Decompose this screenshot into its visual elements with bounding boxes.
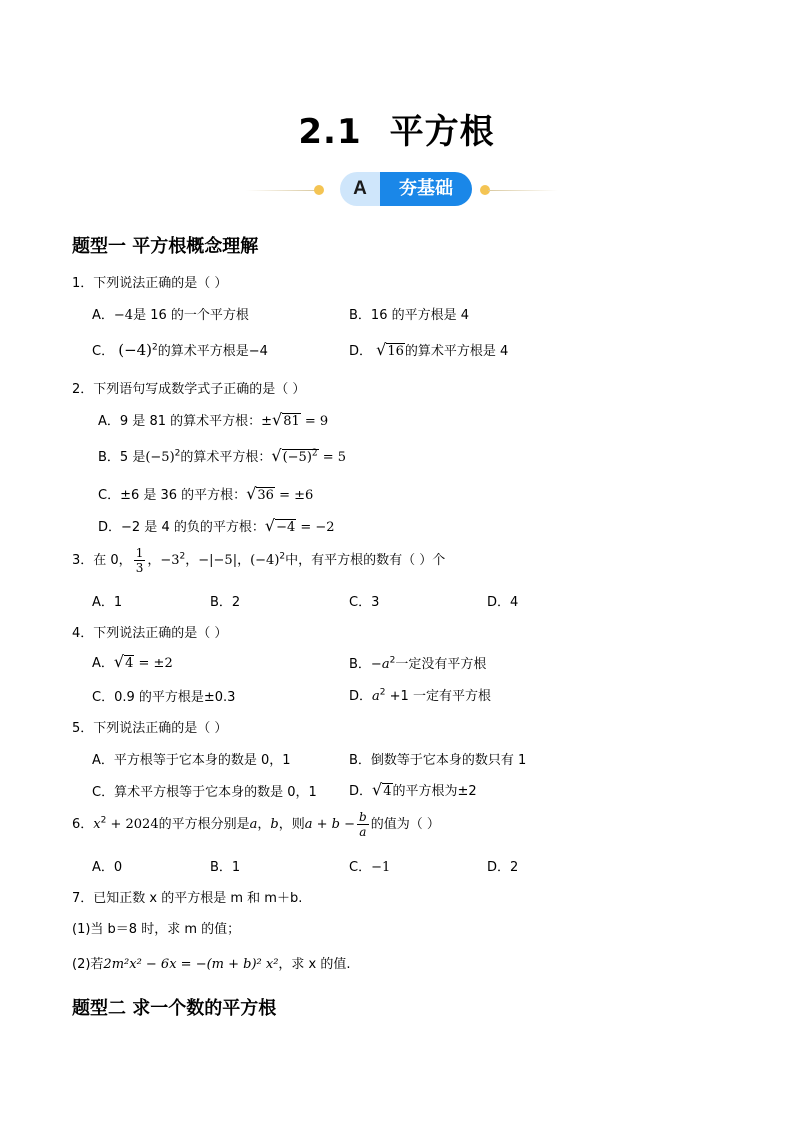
radical-sign: √ (372, 780, 383, 799)
option-text: 0 (113, 860, 123, 875)
radical-sign: √ (246, 484, 257, 503)
option-text: 算术平方根等于它本身的数是 0，1 (114, 785, 317, 800)
option-text: 1 (113, 595, 123, 610)
question-6-option-c (349, 856, 390, 875)
option-math: = 5 (318, 450, 347, 465)
option-math: = ±2 (134, 656, 173, 671)
banner-dot-left (314, 185, 324, 195)
option-text: 9 是 81 的算术平方根：± (119, 414, 273, 429)
option-tag: B． (349, 308, 371, 323)
stem-text: 3．在 0， (72, 553, 132, 568)
stem-math: a + b − (304, 817, 356, 832)
stem-math: a (249, 817, 258, 832)
question-2-stem: 2．下列语句写成数学式子正确的是（ ） (72, 382, 306, 397)
radicand: 36 (257, 488, 274, 503)
radicand (282, 449, 319, 465)
fraction (357, 810, 369, 839)
question-6-option-a (92, 856, 122, 875)
option-text: 4 (510, 595, 519, 610)
option-math: = ±6 (274, 488, 314, 503)
stem-exponent: 2 (279, 551, 286, 562)
option-tag: B． (349, 657, 371, 672)
option-tag: C． (349, 595, 372, 610)
fraction-numerator: b (359, 810, 367, 824)
option-exponent: 2 (152, 342, 158, 353)
question-7-stem: 7．已知正数 x 的平方根是 m 和 m＋b. (72, 891, 303, 906)
banner-line-left (246, 190, 316, 191)
option-tag: D． (349, 784, 373, 799)
radical-sign: √ (113, 652, 125, 671)
question-1-stem: 1．下列说法正确的是（ ） (72, 276, 228, 291)
radicand: 4 (125, 656, 134, 671)
option-text: 5 是 (119, 450, 146, 465)
question-3-option-d (487, 591, 518, 610)
stem-math: b (270, 817, 279, 832)
absolute-value: |−5| (209, 553, 238, 568)
stem-math: x (93, 817, 101, 832)
option-tag: D． (349, 689, 373, 704)
fraction-numerator: 1 (135, 546, 144, 560)
radicand: −4 (276, 520, 296, 535)
title-number: 2.1 (298, 112, 362, 152)
question-4-option-b (349, 653, 486, 672)
page-title (0, 104, 793, 153)
question-4-option-a (92, 652, 173, 671)
level-pill (340, 172, 472, 206)
option-text: 的平方根为±2 (392, 784, 477, 799)
question-4-option-c (92, 686, 235, 705)
question-6-option-d (487, 856, 518, 875)
fraction-denominator: a (359, 825, 367, 839)
option-tag: B． (210, 860, 232, 875)
option-tag: D． (487, 595, 511, 610)
option-text: 倒数等于它本身的数只有 1 (370, 753, 527, 768)
question-2-option-a (98, 410, 328, 429)
title-text: 平方根 (389, 112, 495, 152)
option-tag: C． (98, 488, 121, 503)
stem-exponent: 2 (179, 551, 186, 562)
question-5-option-d (349, 780, 477, 799)
question-1-option-a (92, 304, 249, 323)
question-5-option-c (92, 781, 317, 800)
option-tag: A． (92, 595, 114, 610)
level-label: 夯基础 (380, 172, 472, 206)
stem-math: ，− (185, 553, 210, 568)
option-exponent: 2 (174, 448, 181, 459)
option-text: 平方根等于它本身的数是 0，1 (113, 753, 291, 768)
option-math: (−4) (118, 341, 153, 359)
option-text: 的算术平方根： (180, 450, 272, 465)
question-5-option-a (92, 749, 291, 768)
stem-text: ，求 x 的值. (278, 957, 351, 972)
fraction-denominator: 3 (135, 561, 144, 575)
banner-line-right (488, 190, 558, 191)
option-tag: D． (349, 344, 373, 359)
question-1-option-d (349, 340, 508, 359)
question-4-stem: 4．下列说法正确的是（ ） (72, 626, 228, 641)
radicand: 4 (383, 784, 392, 799)
option-math: = 9 (300, 414, 329, 429)
radical-sign: √ (272, 410, 283, 429)
option-tag: A． (92, 753, 114, 768)
option-text: 2 (231, 595, 241, 610)
option-exponent: 2 (389, 655, 396, 666)
question-2-option-b (98, 446, 346, 465)
question-6-stem (72, 810, 440, 839)
option-text: 16 的平方根是 4 (370, 308, 469, 323)
option-text: +1 一定有平方根 (385, 689, 491, 704)
option-tag: C． (92, 785, 115, 800)
option-tag: B． (349, 753, 371, 768)
level-letter: A (340, 172, 380, 206)
question-3-option-b (210, 591, 240, 610)
radical-sign: √ (271, 446, 282, 465)
stem-math: 2m²x² − 6x = −(m + b)² x² (103, 957, 279, 972)
option-tag: D． (98, 520, 122, 535)
stem-text: 的值为（ ） (370, 817, 440, 832)
option-text: 1 (231, 860, 241, 875)
option-tag: A． (92, 656, 114, 671)
option-text: 2 (510, 860, 519, 875)
radical-sign: √ (264, 516, 276, 535)
option-text: 是 16 的一个平方根 (133, 308, 249, 323)
question-7-part-1: (1)当 b＝8 时，求 m 的值； (72, 922, 241, 937)
question-1-option-b (349, 304, 469, 323)
stem-math: ，−3 (147, 553, 180, 568)
option-exponent: 2 (379, 687, 386, 698)
question-3-option-a (92, 591, 122, 610)
stem-math: + 2024 (106, 817, 159, 832)
option-tag: B． (210, 595, 232, 610)
radicand: 81 (283, 414, 300, 429)
option-tag: A． (92, 308, 114, 323)
question-5-stem: 5．下列说法正确的是（ ） (72, 721, 228, 736)
stem-text: 的平方根分别是 (158, 817, 250, 832)
option-text: 0.9 的平方根是±0.3 (114, 690, 236, 705)
option-math: −4 (113, 308, 134, 323)
section-heading-1: 题型一 平方根概念理解 (72, 236, 259, 257)
radicand: 16 (387, 344, 404, 359)
option-tag: C． (349, 860, 372, 875)
question-4-option-d (349, 685, 491, 704)
question-7-part-2 (72, 953, 351, 972)
question-3-option-c (349, 591, 379, 610)
question-2-option-d (98, 516, 335, 535)
option-math: (−5) (145, 450, 175, 465)
stem-math: ，(−4) (237, 553, 280, 568)
stem-text: (2)若 (72, 957, 104, 972)
option-tag: D． (487, 860, 511, 875)
level-banner (246, 172, 558, 210)
option-tag: C． (92, 690, 115, 705)
option-math: a (372, 689, 380, 704)
option-text: 一定没有平方根 (395, 657, 487, 672)
stem-text: 6． (72, 817, 94, 832)
question-1-option-c (92, 340, 268, 359)
option-tag: C． (92, 344, 115, 359)
stem-text: ， (257, 817, 271, 832)
question-2-option-c (98, 484, 313, 503)
stem-text: ，则 (278, 817, 305, 832)
option-math: −a (370, 657, 390, 672)
stem-exponent: 2 (100, 815, 107, 826)
option-text: −1 (371, 860, 391, 875)
stem-text: 中，有平方根的数有（ ）个 (285, 553, 446, 568)
option-math: = −2 (296, 520, 335, 535)
radical-sign: √ (376, 340, 387, 359)
option-tag: A． (92, 860, 114, 875)
absolute-value-content: −5 (213, 553, 233, 568)
option-tag: B． (98, 450, 120, 465)
option-text: ±6 是 36 的平方根： (120, 488, 247, 503)
option-tag: A． (98, 414, 120, 429)
section-heading-2: 题型二 求一个数的平方根 (72, 998, 277, 1019)
radicand-exponent: 2 (311, 448, 318, 459)
option-text: 的算术平方根是 4 (404, 344, 509, 359)
question-3-stem (72, 546, 445, 575)
option-text: −2 是 4 的负的平方根： (121, 520, 265, 535)
option-text: 3 (371, 595, 380, 610)
fraction (134, 546, 146, 575)
radicand-base: (−5) (282, 450, 312, 465)
question-6-option-b (210, 856, 240, 875)
option-text: 的算术平方根是−4 (157, 344, 268, 359)
question-5-option-b (349, 749, 526, 768)
